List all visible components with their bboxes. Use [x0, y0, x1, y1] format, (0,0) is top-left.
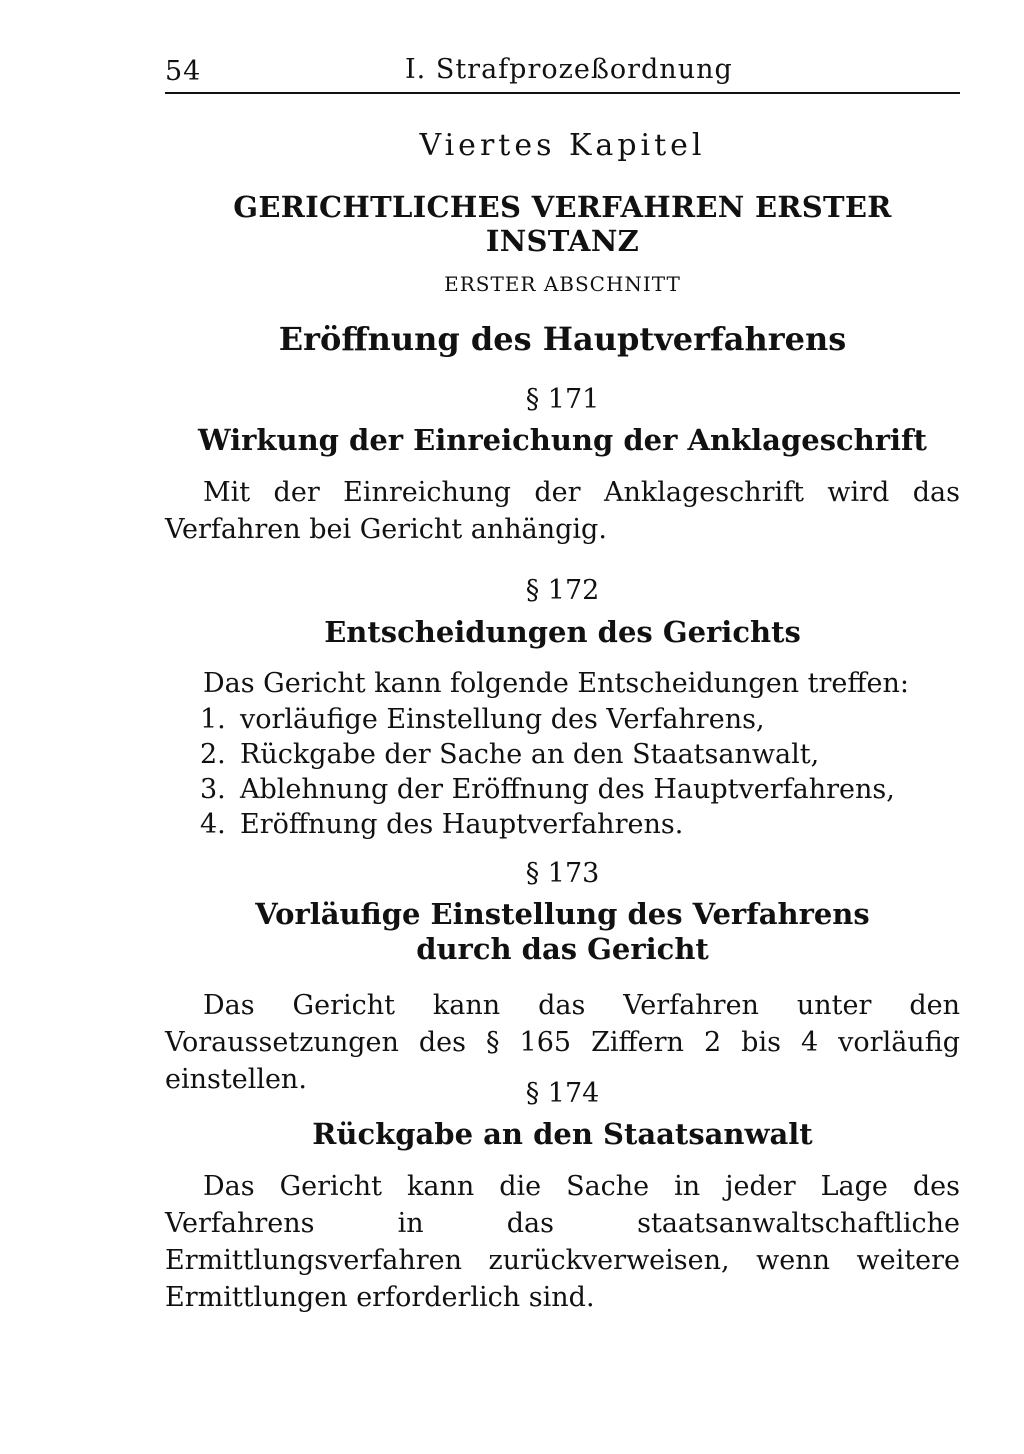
running-title: I. Strafprozeßordnung: [405, 54, 733, 85]
paragraph-171: [165, 384, 960, 548]
list-item-number: 1.: [200, 704, 226, 735]
paragraph-text: Das Gericht kann das Verfahren unter den Voraussetzungen des § 165 Ziffern 2 bis 4 vorläufig einstellen.: [165, 990, 960, 1095]
section-label: ERSTER ABSCHNITT: [444, 272, 681, 296]
page-header: [165, 54, 960, 94]
paragraph-number: § 174: [525, 1078, 600, 1109]
paragraph-title: Wirkung der Einreichung der Anklageschrift: [198, 423, 927, 457]
paragraph-title-line-1: Vorläufige Einstellung des Verfahrens: [255, 897, 870, 931]
paragraph-text: Das Gericht kann die Sache in jeder Lage des Verfahrens in das staatsanwaltschaftliche Ermittlungsverfahren zurückverweisen, wenn weitere Ermittlungen erforderlich sind.: [165, 1171, 960, 1313]
list-item-text: vorläufige Einstellung des Verfahrens,: [240, 704, 765, 735]
list-item-text: Rückgabe der Sache an den Staatsanwalt,: [240, 739, 820, 770]
paragraph-text: Mit der Einreichung der Anklageschrift wird das Verfahren bei Gericht anhängig.: [165, 477, 960, 545]
chapter-label: Viertes Kapitel: [419, 128, 706, 163]
chapter-title: GERICHTLICHES VERFAHREN ERSTER INSTANZ: [233, 190, 892, 258]
paragraph-intro: Das Gericht kann folgende Entscheidungen treffen:: [203, 668, 910, 699]
list-item: [165, 807, 960, 842]
list-item: [165, 702, 960, 737]
paragraph-title-line-2: durch das Gericht: [416, 932, 709, 966]
decision-list: [165, 702, 960, 842]
paragraph-title: Rückgabe an den Staatsanwalt: [312, 1117, 813, 1151]
list-item-number: 3.: [200, 774, 226, 805]
paragraph-title: Entscheidungen des Gerichts: [324, 615, 801, 649]
paragraph-number: § 173: [525, 858, 600, 889]
list-item-number: 2.: [200, 739, 226, 770]
paragraph-174: [165, 1078, 960, 1316]
paragraph-172: [165, 575, 960, 842]
list-item: [165, 772, 960, 807]
list-item: [165, 737, 960, 772]
list-item-number: 4.: [200, 809, 226, 840]
list-item-text: Ablehnung der Eröffnung des Hauptverfahrens,: [240, 774, 895, 805]
section-title: Eröffnung des Hauptverfahrens: [278, 320, 847, 358]
paragraph-173: [165, 858, 960, 1098]
page-number: 54: [165, 56, 202, 87]
paragraph-number: § 172: [525, 575, 600, 606]
list-item-text: Eröffnung des Hauptverfahrens.: [240, 809, 684, 840]
header-rule: [165, 92, 960, 94]
paragraph-number: § 171: [525, 384, 600, 415]
